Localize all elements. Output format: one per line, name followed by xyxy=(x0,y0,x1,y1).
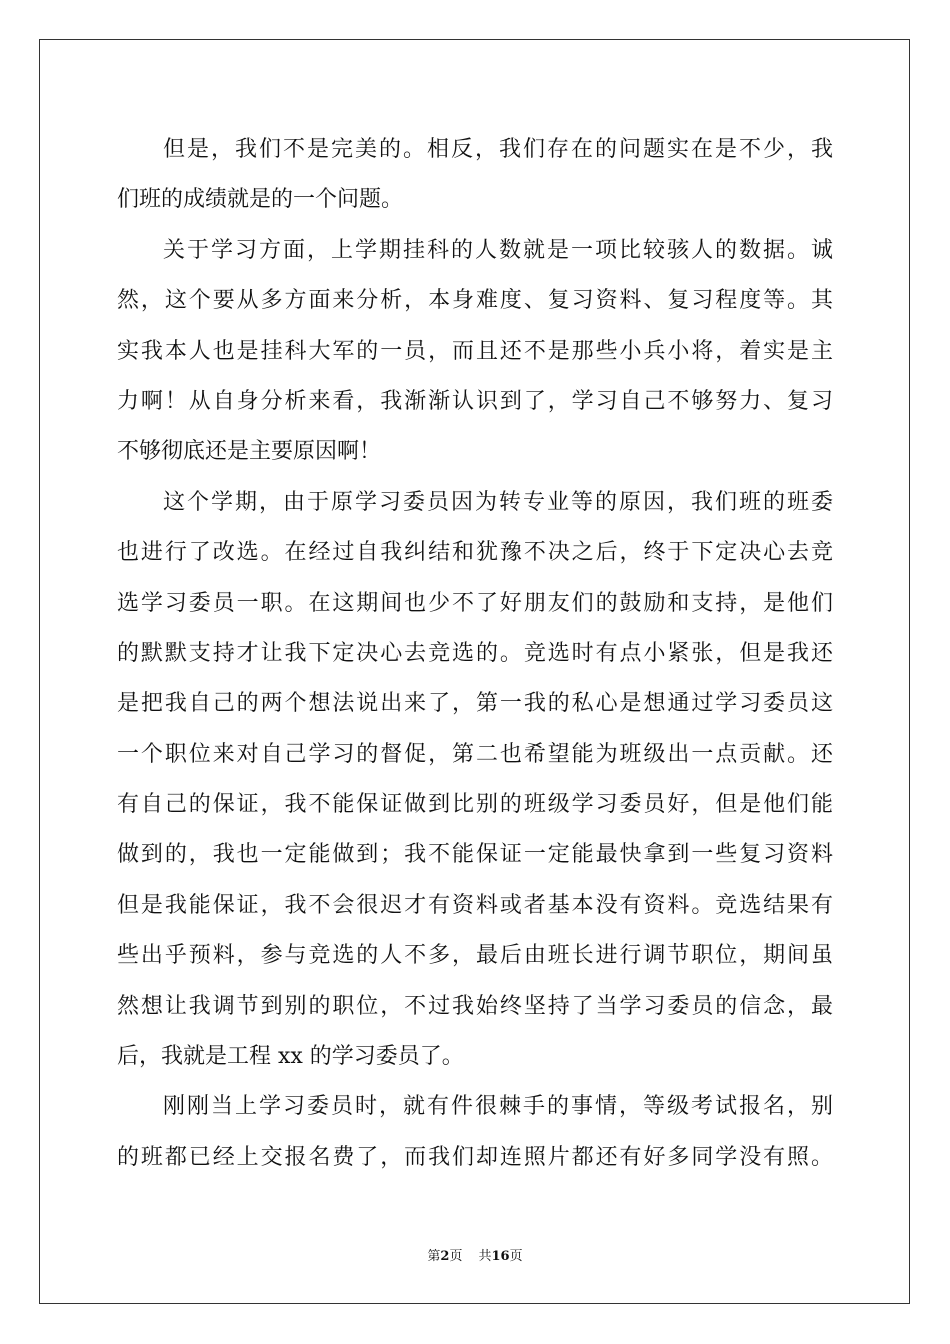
page-number: 2 xyxy=(440,1249,450,1264)
text-line: 后，我就是工程 xx 的学习委员了。 xyxy=(117,1044,464,1070)
text-line: 做到的，我也一定能做到；我不能保证一定能最快拿到一些复习资料 xyxy=(117,842,833,868)
text-line: 但是，我们不是完美的。相反，我们存在的问题实在是不少，我 xyxy=(163,137,833,162)
text-line: 不够彻底还是主要原因啊！ xyxy=(117,439,382,465)
text-line: 是把我自己的两个想法说出来了，第一我的私心是想通过学习委员这 xyxy=(117,691,833,717)
text-line: 一个职位来对自己学习的督促，第二也希望能为班级出一点贡献。还 xyxy=(117,741,833,767)
paragraph-4 xyxy=(117,1082,833,1183)
text-line: 这个学期，由于原学习委员因为转专业等的原因，我们班的班委 xyxy=(163,489,833,515)
text-line: 然想让我调节到别的职位，不过我始终坚持了当学习委员的信念，最 xyxy=(117,993,833,1019)
page-footer xyxy=(0,1245,950,1264)
paragraph-1 xyxy=(117,125,833,226)
text-line: 但是我能保证，我不会很迟才有资料或者基本没有资料。竞选结果有 xyxy=(117,892,833,918)
page-suffix: 页 xyxy=(449,1249,463,1264)
text-line: 然，这个要从多方面来分析，本身难度、复习资料、复习程度等。其 xyxy=(117,288,833,314)
text-line: 们班的成绩就是的一个问题。 xyxy=(117,187,404,213)
text-line: 有自己的保证，我不能保证做到比别的班级学习委员好，但是他们能 xyxy=(117,792,833,818)
page-prefix: 第 xyxy=(427,1249,441,1264)
text-line: 也进行了改选。在经过自我纠结和犹豫不决之后，终于下定决心去竞 xyxy=(117,540,833,566)
text-line: 刚刚当上学习委员时，就有件很棘手的事情，等级考试报名，别 xyxy=(163,1094,833,1120)
total-pages: 16 xyxy=(491,1249,510,1264)
text-line: 的默默支持才让我下定决心去竞选的。竞选时有点小紧张，但是我还 xyxy=(117,640,833,666)
paragraph-2 xyxy=(117,226,833,478)
text-line: 选学习委员一职。在这期间也少不了好朋友们的鼓励和支持，是他们 xyxy=(117,590,833,616)
total-suffix: 页 xyxy=(509,1249,523,1264)
document-body xyxy=(117,125,833,1183)
text-line: 的班都已经上交报名费了，而我们却连照片都还有好多同学没有照。 xyxy=(117,1144,833,1170)
paragraph-3 xyxy=(117,478,833,1083)
text-line: 关于学习方面，上学期挂科的人数就是一项比较骇人的数据。诚 xyxy=(163,237,833,263)
text-line: 实我本人也是挂科大军的一员，而且还不是那些小兵小将，着实是主 xyxy=(117,338,833,364)
text-line: 力啊！从自身分析来看，我渐渐认识到了，学习自己不够努力、复习 xyxy=(117,388,833,414)
total-prefix: 共 xyxy=(478,1249,492,1264)
text-line: 些出乎预料，参与竞选的人不多，最后由班长进行调节职位，期间虽 xyxy=(117,943,833,969)
